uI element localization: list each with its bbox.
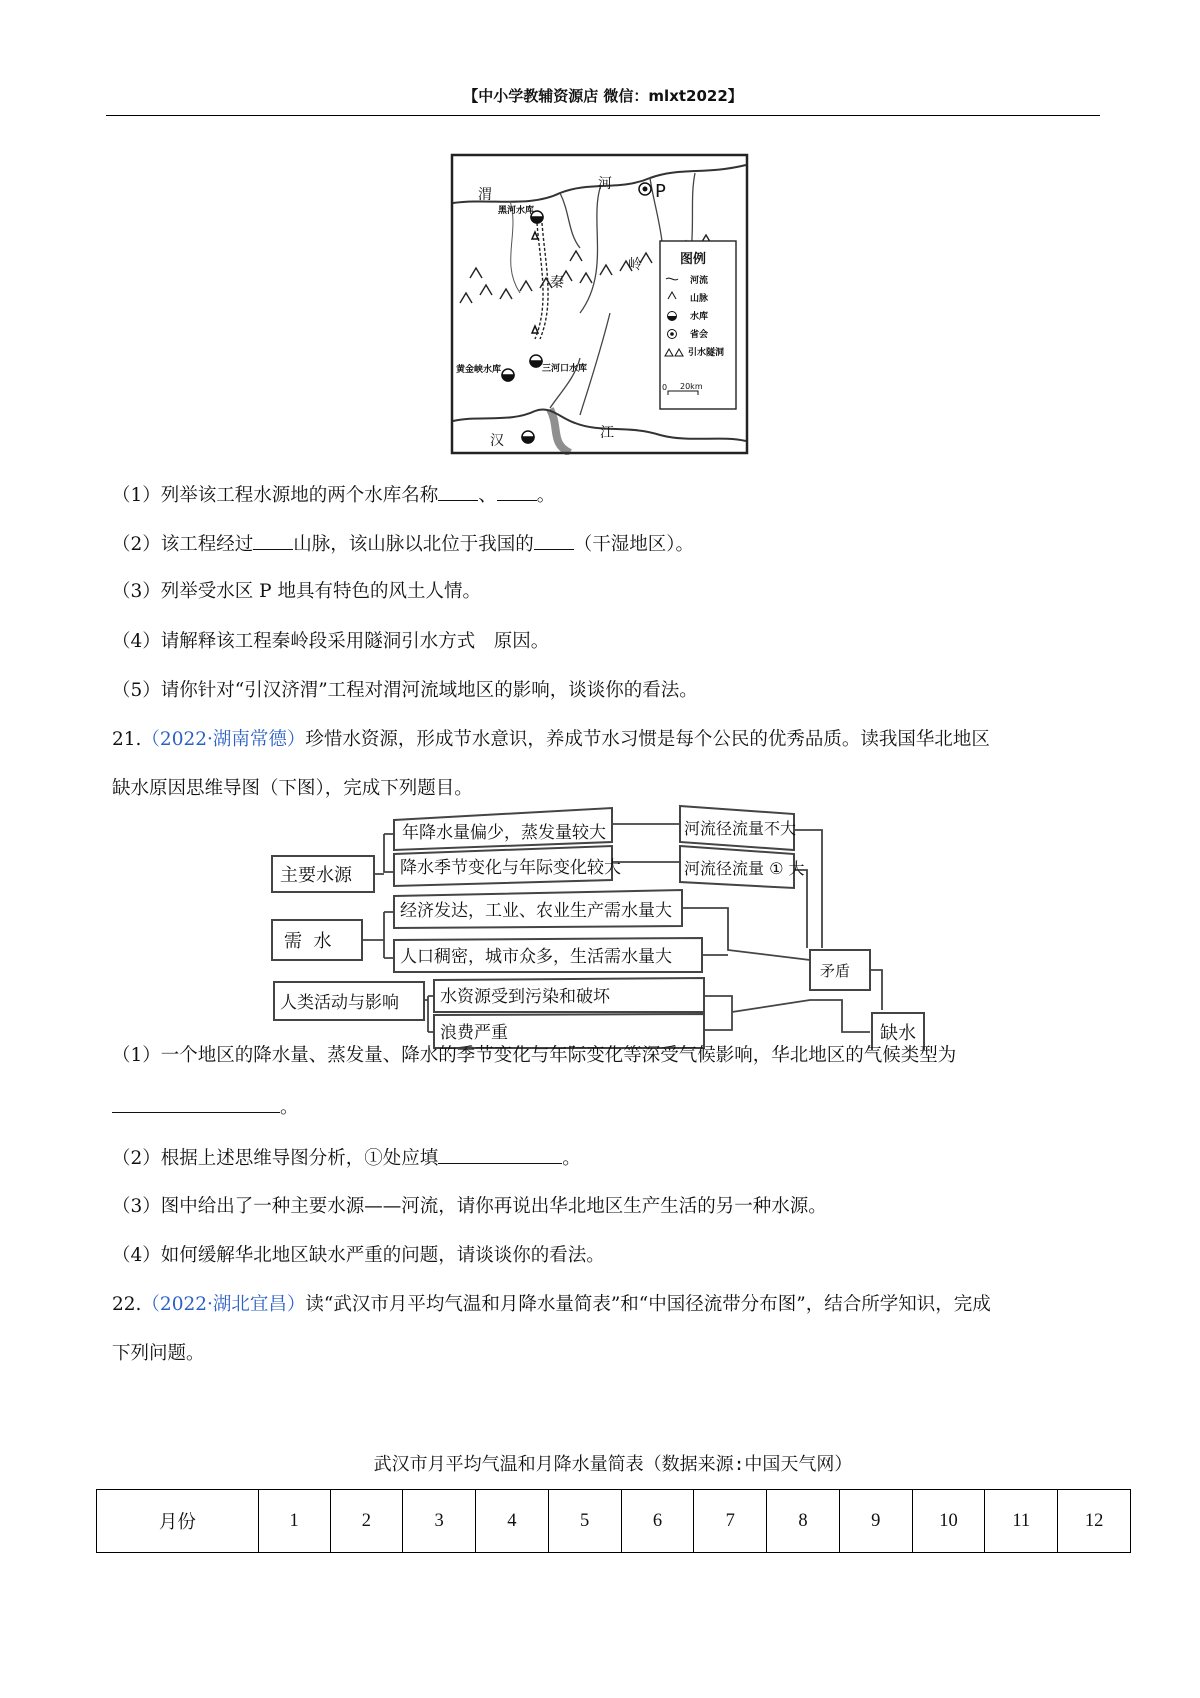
q20-item-3: （3）列举受水区 P 地具有特色的风土人情。 <box>112 581 481 602</box>
q20-item-1 <box>112 482 555 509</box>
legend-scale: 20km <box>680 382 703 391</box>
contradiction-label: 矛盾 <box>820 962 851 980</box>
effect-1: 河流径流量不大 <box>684 819 797 838</box>
north-china-water-shortage-mindmap <box>262 800 932 1050</box>
table-row <box>97 1490 1131 1553</box>
reservoir-label-huangjinxia: 黄金峡水库 <box>456 365 502 375</box>
q22-number: 22. <box>112 1294 142 1315</box>
group-water-source: 主要水源 <box>280 865 352 886</box>
q22-stem-text: 读“武汉市月平均气温和月降水量简表”和“中国径流带分布图”，结合所学知识，完成 <box>305 1294 991 1315</box>
cause-4: 人口稠密，城市众多，生活需水量大 <box>400 947 672 967</box>
q21-item-1: （1）一个地区的降水量、蒸发量、降水的季节变化与年际变化等深受气候影响，华北地区的气候类型为 <box>112 1045 957 1066</box>
legend-scale-zero: 0 <box>662 383 668 392</box>
q20-item-2-end: （干湿地区）。 <box>573 534 695 555</box>
answer-blank[interactable] <box>438 1145 562 1164</box>
q21-item-2-text: （2）根据上述思维导图分析，①处应填 <box>112 1148 439 1169</box>
q20-item-1-sep: 、 <box>478 485 497 506</box>
row-header-month: 月份 <box>97 1490 259 1553</box>
map-legend <box>660 241 736 409</box>
q21-number: 21. <box>112 729 142 750</box>
map-label-he: 河 <box>598 176 612 192</box>
q20-item-1-end: 。 <box>536 485 556 506</box>
result-label: 缺水 <box>880 1023 916 1044</box>
legend-item-reservoir: 水库 <box>690 312 709 322</box>
header-divider <box>106 115 1100 116</box>
map-label-ling: 岭 <box>628 257 642 273</box>
month-cell: 12 <box>1058 1490 1131 1553</box>
q20-item-2 <box>112 531 694 558</box>
q20-item-5: （5）请你针对“引汉济渭”工程对渭河流域地区的影响，谈谈你的看法。 <box>112 680 698 701</box>
reservoir-label-heihe: 黑河水库 <box>498 206 535 216</box>
q22-stem-line1 <box>112 1292 991 1318</box>
month-cell: 8 <box>767 1490 840 1553</box>
map-label-p: P <box>655 181 666 202</box>
month-cell: 3 <box>403 1490 476 1553</box>
q21-item-1-end: 。 <box>280 1097 299 1118</box>
q21-source-link[interactable]: （2022·湖南常德） <box>141 729 306 750</box>
water-diversion-map <box>450 153 750 455</box>
month-cell: 7 <box>694 1490 767 1553</box>
legend-item-mountain: 山脉 <box>690 294 709 304</box>
effect-2: 河流径流量 ① 大 <box>684 859 805 878</box>
cause-1: 年降水量偏少，蒸发量较大 <box>402 823 606 843</box>
cause-5: 水资源受到污染和破坏 <box>440 987 610 1007</box>
month-cell: 9 <box>839 1490 912 1553</box>
answer-blank[interactable] <box>112 1094 280 1113</box>
q20-item-2-text: （2）该工程经过 <box>112 534 254 555</box>
map-label-han: 汉 <box>490 433 504 449</box>
month-cell: 4 <box>476 1490 549 1553</box>
q22-source-link[interactable]: （2022·湖北宜昌） <box>141 1294 306 1315</box>
cause-6: 浪费严重 <box>440 1023 508 1043</box>
answer-blank[interactable] <box>534 531 574 550</box>
cause-3: 经济发达，工业、农业生产需水量大 <box>400 901 672 921</box>
answer-blank[interactable] <box>253 531 293 550</box>
q21-stem-text: 珍惜水资源，形成节水意识，养成节水习惯是每个公民的优秀品质。读我国华北地区 <box>305 729 990 750</box>
page-header: 【中小学教辅资源店 微信：mlxt2022】 <box>463 87 743 105</box>
q21-item-2 <box>112 1145 581 1172</box>
wuhan-climate-table <box>96 1489 1131 1553</box>
q21-stem-line2: 缺水原因思维导图（下图），完成下列题目。 <box>112 778 473 799</box>
month-cell: 5 <box>548 1490 621 1553</box>
month-cell: 1 <box>258 1490 330 1553</box>
table-title: 武汉市月平均气温和月降水量简表（数据来源:中国天气网） <box>373 1454 853 1475</box>
q21-item-4: （4）如何缓解华北地区缺水严重的问题，请谈谈你的看法。 <box>112 1245 605 1266</box>
month-cell: 11 <box>985 1490 1058 1553</box>
month-cell: 2 <box>330 1490 403 1553</box>
q20-item-1-text: （1）列举该工程水源地的两个水库名称 <box>112 485 439 506</box>
reservoir-label-sanhekou: 三河口水库 <box>542 364 588 374</box>
q21-item-2-end: 。 <box>562 1148 581 1169</box>
cause-2: 降水季节变化与年际变化较大 <box>400 858 621 878</box>
legend-item-river: 河流 <box>690 276 709 286</box>
q21-item-3: （3）图中给出了一种主要水源——河流，请你再说出华北地区生产生活的另一种水源。 <box>112 1196 827 1217</box>
month-cell: 10 <box>912 1490 985 1553</box>
legend-item-capital: 省会 <box>690 330 709 340</box>
q20-item-4: （4）请解释该工程秦岭段采用隧洞引水方式 原因。 <box>112 631 550 652</box>
answer-blank[interactable] <box>497 482 537 501</box>
answer-blank[interactable] <box>438 482 478 501</box>
legend-title: 图例 <box>680 252 707 267</box>
q21-item-1-answer <box>112 1094 299 1121</box>
month-cell: 6 <box>621 1490 694 1553</box>
group-human: 人类活动与影响 <box>280 993 399 1013</box>
map-label-jiang: 江 <box>600 425 614 441</box>
group-demand: 需 水 <box>284 931 332 952</box>
map-label-wei: 渭 <box>478 187 492 203</box>
q21-stem-line1 <box>112 727 990 753</box>
q20-item-2-mid: 山脉，该山脉以北位于我国的 <box>293 534 534 555</box>
legend-item-tunnel: 引水隧洞 <box>688 348 725 358</box>
q22-stem-line2: 下列问题。 <box>112 1343 205 1364</box>
map-label-qin: 秦 <box>550 275 564 291</box>
